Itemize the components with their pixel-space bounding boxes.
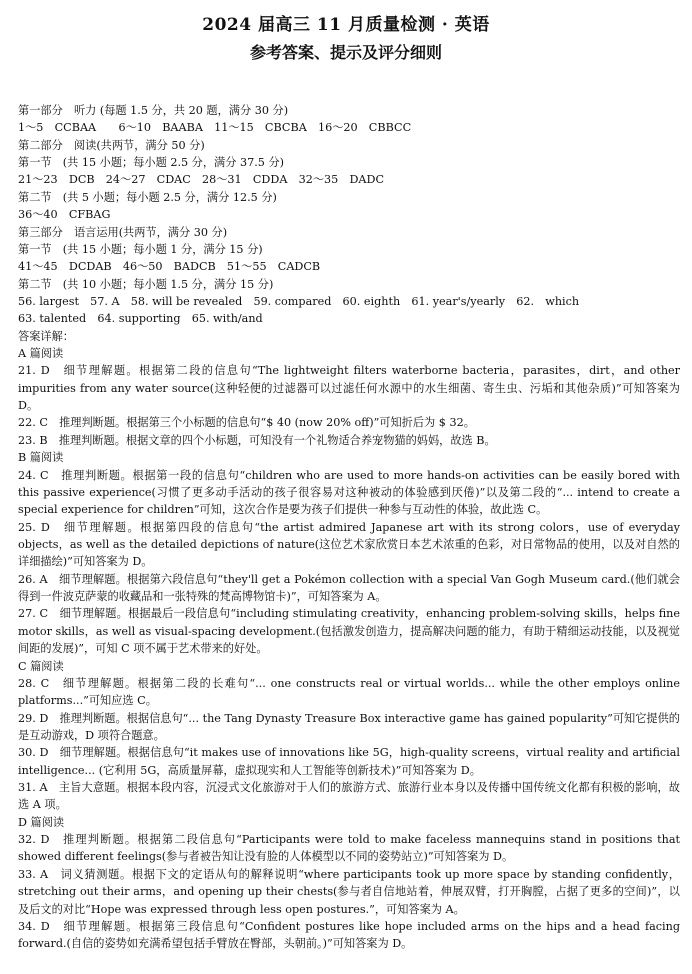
document-title: 2024 届高三 11 月质量检测 · 英语 xyxy=(202,15,490,35)
passage-a-heading: A 篇阅读 xyxy=(18,347,64,361)
section-heading-language: 第三部分 语言运用(共两节，满分 30 分) xyxy=(18,225,228,239)
explanation-34: 34. D 细节理解题。根据第三段信息句“Confident postures like hope included arms on the hips and a head facing forward.(自信的姿势如充满希望包括手臂放在臀部，头朝前。)”可知答案为 D。 xyxy=(18,919,680,951)
explanation-26: 26. A 细节理解题。根据第六段信息句“they'll get a Pokémon collection with a special Van Gogh Museum card.(他们就会得到一件波克萨蒙的收藏品和一张特殊的梵高博物馆卡)”，可知答案为 A。 xyxy=(18,572,680,604)
answer-row-36-40: 36～40 CFBAG xyxy=(18,208,111,222)
explanation-23: 23. B 推理判断题。根据文章的四个小标题，可知没有一个礼物适合养宠物猫的妈妈，故选 B。 xyxy=(18,433,496,447)
explanation-25: 25. D 细节理解题。根据第四段的信息句“the artist admired Japanese art with its strong colors，use of everyday objects，as well as the detailed depictions of nature(这位艺术家欣赏日本艺术浓重的色彩，对日常物品的使用，以及对自然的详细描绘)”可知答案为 D。 xyxy=(18,520,680,569)
explanation-31: 31. A 主旨大意题。根据本段内容，沉浸式文化旅游对于人们的旅游方式、旅游行业本身以及传播中国传统文化都有积极的影响，故选 A 项。 xyxy=(18,781,680,812)
explanation-21: 21. D 细节理解题。根据第二段的信息句“The lightweight filters waterborne bacteria，parasites，dirt，and other impurities from any water source(这种轻便的过滤器可以过滤任何水源中的水生细菌、寄生虫、污垢和其他杂质)”可知答案为 D。 xyxy=(18,364,680,413)
explanation-28: 28. C 细节理解题。根据第二段的长难句“... one constructs real or virtual worlds... while the other employs online platforms...”可知应选 C。 xyxy=(18,676,680,708)
explanation-27: 27. C 细节理解题。根据最后一段信息句“including stimulating creativity，enhancing problem-solving skills，helps fine motor skills，as well as visual-spacing development.(包括激发创造力，提高解决问题的能力，有助于精细运动技能，以及视觉间距的发展)”，可知 C 项不属于艺术带来的好处。 xyxy=(18,607,680,656)
explanation-22: 22. C 推理判断题。根据第三个小标题的信息句“$ 40 (now 20% off)”可知折后为 $ 32。 xyxy=(18,416,475,430)
passage-d-heading: D 篇阅读 xyxy=(18,815,65,829)
document-subtitle: 参考答案、提示及评分细则 xyxy=(249,43,442,62)
passage-c-heading: C 篇阅读 xyxy=(18,659,64,673)
explanation-29: 29. D 推理判断题。根据信息句“... the Tang Dynasty Treasure Box interactive game has gained popularity”可知它提供的是互动游戏，D 项符合题意。 xyxy=(18,711,680,742)
answer-row-63-65: 63. talented 64. supporting 65. with/and xyxy=(18,312,263,326)
answer-row-41-55: 41～45 DCDAB 46～50 BADCB 51～55 CADCB xyxy=(18,260,321,274)
subsection-heading-1: 第一节 (共 15 小题；每小题 2.5 分，满分 37.5 分) xyxy=(18,156,285,170)
subsection-heading-2: 第二节 (共 5 小题；每小题 2.5 分，满分 12.5 分) xyxy=(18,190,277,204)
section-heading-listening: 第一部分 听力 (每题 1.5 分，共 20 题，满分 30 分) xyxy=(18,104,289,117)
answer-row-1-20: 1～5 CCBAA 6～10 BAABA 11～15 CBCBA 16～20 CBBCC xyxy=(18,121,412,135)
explanations-heading: 答案详解： xyxy=(18,329,74,343)
explanation-33: 33. A 词义猜测题。根据下文的定语从句的解释说明“where participants took up more space by standing confidently，stretching out their arms，and opening up their chests(参与者自信地站着，伸展双臂，打开胸膛，占据了更多的空间)”，以及后文的对比“Hope was expressed through less open postures.”，可知答案为 A。 xyxy=(18,867,680,916)
explanation-24: 24. C 推理判断题。根据第一段的信息句“children who are used to more hands-on activities can be easily bored with this passive experience(习惯了更多动手活动的孩子很容易对这种被动的体验感到厌倦)”以及第二段的“... intend to create a special experience for children”可知，这次合作是要为孩子们提供一种参与互动性的体验，故此选 C。 xyxy=(18,468,680,517)
answer-row-21-35: 21～23 DCB 24～27 CDAC 28～31 CDDA 32～35 DADC xyxy=(18,173,385,187)
section-heading-reading: 第二部分 阅读(共两节，满分 50 分) xyxy=(18,138,205,152)
explanation-32: 32. D 推理判断题。根据第二段信息句“Participants were told to make faceless mannequins stand in positions that showed different feelings(参与者被告知让没有脸的人体模型以不同的姿势站立)”可知答案为 D。 xyxy=(18,833,680,864)
subsection-heading-4: 第二节 (共 10 小题；每小题 1.5 分，满分 15 分) xyxy=(18,277,274,291)
subsection-heading-3: 第一节 (共 15 小题；每小题 1 分，满分 15 分) xyxy=(18,242,263,256)
answer-row-56-62: 56. largest 57. A 58. will be revealed 59. compared 60. eighth 61. year's/yearly 62. which xyxy=(18,294,580,308)
passage-b-heading: B 篇阅读 xyxy=(18,451,64,465)
answer-body xyxy=(18,102,680,953)
explanation-30: 30. D 细节理解题。根据信息句“it makes use of innovations like 5G，high-quality screens，virtual reality and artificial intelligence... (它利用 5G，高质量屏幕，虚拟现实和人工智能等创新技术)”可知答案为 D。 xyxy=(18,746,680,777)
